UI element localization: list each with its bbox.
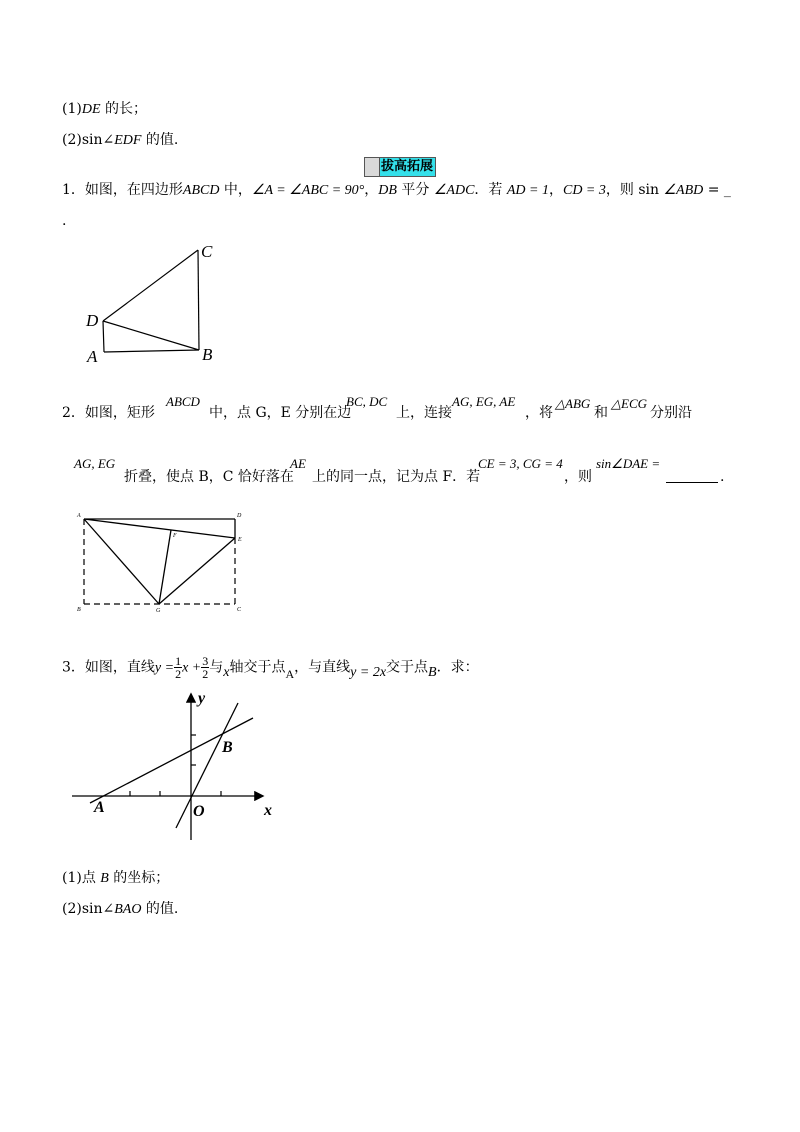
fig2-label-f: F xyxy=(173,533,177,539)
fig2-label-c: C xyxy=(237,607,242,613)
problem-1-continuation: . xyxy=(62,213,67,229)
p2-text-5: 分别沿 xyxy=(650,405,692,421)
fig2-label-e: E xyxy=(238,537,242,543)
p2-math-bc-dc: BC, DC xyxy=(346,394,388,409)
fig3-label-b: B xyxy=(222,739,233,756)
fig3-label-o: O xyxy=(193,803,205,820)
fraction-three-halves: $\frac{3}{2}$ xyxy=(202,654,209,681)
problem-2-statement-line1: 2．如图，矩形 xyxy=(62,405,155,421)
prev-question-2: (2)sin∠EDF 的值. xyxy=(62,132,179,148)
p2-math-ag-eg-ae: AG, EG, AE xyxy=(452,394,516,409)
p2-math-abcd: ABCD xyxy=(166,394,200,409)
fig3-line-2 xyxy=(176,703,238,828)
p2-text-4: 和 xyxy=(594,405,608,421)
fig1-label-a: A xyxy=(87,347,98,366)
fig1-label-c: C xyxy=(201,242,213,261)
p2-math-ag-eg: AG, EG xyxy=(74,456,116,471)
p2-math-sin-dae: sin∠DAE = xyxy=(596,456,661,471)
p2-math-abg: △ABG xyxy=(555,396,591,411)
fig3-label-y: y xyxy=(198,690,206,707)
p2-text-9: . xyxy=(720,469,725,485)
problem-3-question-1: (1)点 B 的坐标； xyxy=(62,870,170,886)
fig2-label-b: B xyxy=(77,607,81,613)
problem-1-statement: 1．如图，在四边形ABCD 中，∠A = ∠ABC = 90°，DB 平分 ∠ADC．若 AD = 1，CD = 3，则 sin ∠ABD = _ xyxy=(62,182,731,198)
p2-math-ae: AE xyxy=(290,456,306,471)
section-heading-text: 拔高拓展 xyxy=(380,159,433,174)
p2-text-2: 上，连接 xyxy=(396,405,452,421)
fig1-label-b: B xyxy=(202,345,213,364)
prev-question-1: (1)DE 的长； xyxy=(62,101,147,117)
fig3-line-1 xyxy=(90,718,253,803)
fraction-one-half: $\frac{1}{2}$ xyxy=(175,654,182,681)
fig2-label-g: G xyxy=(156,608,161,614)
p2-text-7: 上的同一点，记为点 F．若 xyxy=(312,469,481,485)
problem-3-statement: 3．如图，直线y = $\frac{1}{2}$ x + $\frac{3}{2}$ 与x轴交于点A，与直线y = 2x交于点B．求： xyxy=(62,654,479,681)
p2-text-1: 中，点 G，E 分别在边 xyxy=(209,405,352,421)
p2-text-6: 折叠，使点 B，C 恰好落在 xyxy=(124,469,294,485)
fig1-label-d: D xyxy=(86,311,99,330)
p2-math-ce-cg: CE = 3, CG = 4 xyxy=(478,456,563,471)
fig2-label-a: A xyxy=(77,513,81,519)
fig3-label-a: A xyxy=(94,799,105,816)
problem-3-question-2: (2)sin∠BAO 的值. xyxy=(62,901,179,917)
fig2-label-d: D xyxy=(237,513,242,519)
fig3-label-x: x xyxy=(264,802,272,819)
p2-math-ecg: △ECG xyxy=(611,396,647,411)
p2-text-3: ，将 xyxy=(525,405,553,421)
p2-text-8: ，则 xyxy=(564,469,592,485)
